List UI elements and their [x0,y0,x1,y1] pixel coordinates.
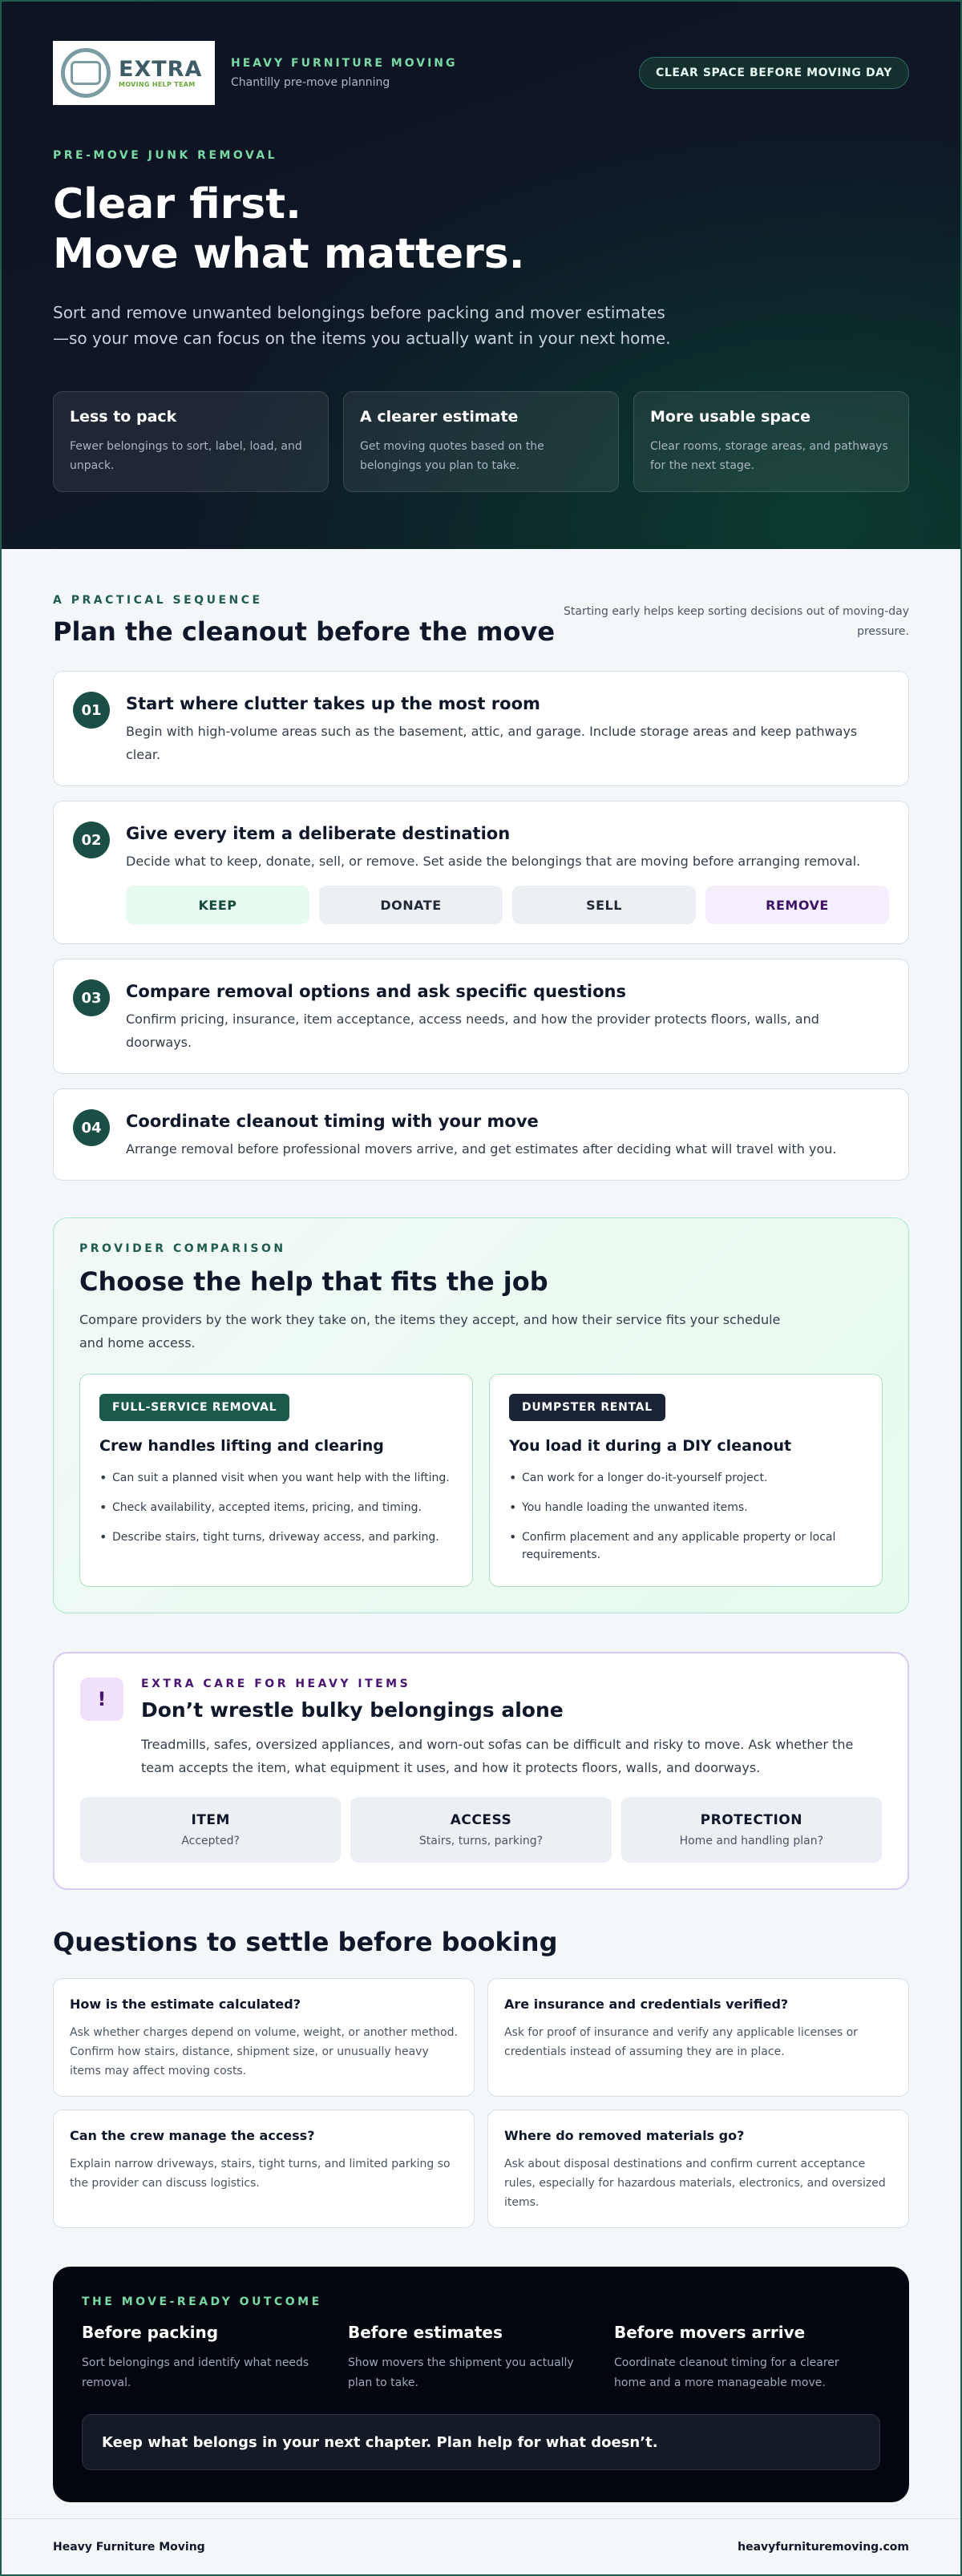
brand [231,57,458,89]
question-card [53,2110,475,2228]
outcome-column [348,2323,614,2393]
sequence-kicker: A PRACTICAL SEQUENCE [53,594,263,607]
footer-brand: Heavy Furniture Moving [53,2540,205,2554]
list-item: • Check availability, accepted items, pricing, and timing. [99,1499,453,1516]
hero-eyebrow: PRE-MOVE JUNK REMOVAL [53,149,278,162]
care-kicker: EXTRA CARE FOR HEAVY ITEMS [141,1678,411,1690]
list-item: • Can suit a planned visit when you want help with the lifting. [99,1469,453,1487]
top-bar [53,40,909,106]
keep-pill[interactable]: KEEP [126,886,309,924]
hero-description: Sort and remove unwanted belongings before packing and mover estimates—so your move can focus on the items you actually want in your next home. [53,303,671,348]
benefit-card-title: More usable space [650,408,810,426]
step-title: Coordinate cleanout timing with your move [126,1112,539,1131]
question-heading: Are insurance and credentials verified? [504,1997,789,2012]
benefit-card [343,391,619,492]
outcome-banner: Keep what belongs in your next chapter. Plan help for what doesn’t. [82,2414,880,2470]
question-answer: Ask whether charges depend on volume, weight, or another method. Confirm how stairs, distance, shipment size, or unusually heavy items may affect moving costs. [70,2026,458,2077]
care-description: Treadmills, safes, oversized appliances, and worn-out sofas can be difficult and risky to move. Ask whether the team accepts the item, what equipment it uses, and how it protects floors, walls, and doorways. [141,1737,854,1775]
care-box-title: ITEM [191,1812,230,1828]
hero-title [53,180,909,279]
provider-comparison [53,1217,909,1613]
logo-wordmark: EXTRA [119,56,203,82]
question-heading: How is the estimate calculated? [70,1997,301,2012]
outcome-column-text: Show movers the shipment you actually plan to take. [348,2356,574,2389]
provider-card [489,1374,883,1587]
care-title: Don’t wrestle bulky belongings alone [141,1698,564,1722]
provider-cards [79,1374,883,1587]
clear-space-cta-button[interactable]: CLEAR SPACE BEFORE MOVING DAY [639,57,909,89]
benefit-card [53,391,329,492]
footer [2,2518,960,2574]
step-number: 02 [73,822,110,858]
list-item: • You handle loading the unwanted items. [509,1499,863,1516]
list-item: • Can work for a longer do-it-yourself project. [509,1469,863,1487]
outcome-column-text: Sort belongings and identify what needs removal. [82,2356,309,2389]
destination-pills [126,886,889,924]
question-heading: Can the crew manage the access? [70,2128,315,2143]
benefit-card-text: Get moving quotes based on the belongings you plan to take. [360,440,544,472]
step-text: Begin with high-volume areas such as the basement, attic, and garage. Include storage areas and keep pathways clear. [126,724,858,762]
care-box-subtitle: Home and handling plan? [679,1835,824,1847]
question-answer: Ask about disposal destinations and confirm current acceptance rules, especially for hazardous materials, electronics, and oversized items. [504,2158,886,2209]
step-number: 03 [73,979,110,1016]
provider-card-title: Crew handles lifting and clearing [99,1437,384,1455]
benefit-card-text: Clear rooms, storage areas, and pathways for the next stage. [650,440,888,472]
outcome-column-title: Before estimates [348,2323,503,2342]
sequence-note: Starting early helps keep sorting decisions out of moving-day pressure. [564,605,909,638]
questions-title: Questions to settle before booking [53,1927,558,1957]
brand-name: HEAVY FURNITURE MOVING [231,57,458,70]
outcome-columns [82,2323,880,2393]
provider-card [79,1374,473,1587]
hero-title-line-2: Move what matters. [53,230,525,278]
provider-kicker: PROVIDER COMPARISON [79,1242,286,1255]
question-card [487,1978,909,2097]
step-number: 01 [73,692,110,729]
full-service-tag: FULL-SERVICE REMOVAL [99,1394,289,1421]
care-box-protection [621,1797,882,1863]
question-answer: Explain narrow driveways, stairs, tight turns, and limited parking so the provider can discuss logistics. [70,2158,451,2190]
care-box-access [350,1797,611,1863]
logo-tagline: MOVING HELP TEAM [119,80,196,88]
logo-badge-icon [61,48,111,98]
step-text: Decide what to keep, donate, sell, or remove. Set aside the belongings that are moving before arranging removal. [126,854,861,869]
list-item: • Confirm placement and any applicable property or local requirements. [509,1528,863,1564]
donate-pill[interactable]: DONATE [319,886,503,924]
hero-title-line-1: Clear first. [53,180,301,228]
move-ready-outcome [53,2267,909,2502]
remove-pill[interactable]: REMOVE [705,886,889,924]
outcome-column [82,2323,348,2393]
step-number: 04 [73,1109,110,1146]
step-title: Compare removal options and ask specific questions [126,982,626,1001]
outcome-column-text: Coordinate cleanout timing for a clearer home and a more manageable move. [614,2356,839,2389]
provider-card-list [99,1469,453,1546]
step-card [53,1088,909,1181]
footer-website-link[interactable]: heavyfurnituremoving.com [738,2540,909,2554]
provider-description: Compare providers by the work they take on, the items they accept, and how their service fits your schedule and home access. [79,1312,781,1351]
step-title: Give every item a deliberate destination [126,824,511,843]
outcome-column-title: Before packing [82,2323,219,2342]
question-card [53,1978,475,2097]
provider-card-title: You load it during a DIY cleanout [509,1437,792,1455]
outcome-column [614,2323,880,2393]
heavy-items-care [53,1652,909,1890]
list-item: • Describe stairs, tight turns, driveway access, and parking. [99,1528,453,1546]
care-checklist [80,1797,882,1863]
outcome-column-title: Before movers arrive [614,2323,806,2342]
hero-section [2,2,960,549]
brand-subtitle: Chantilly pre-move planning [231,76,390,89]
care-box-item [80,1797,341,1863]
step-card [53,801,909,944]
logo[interactable] [53,41,215,105]
question-card [487,2110,909,2228]
exclamation-icon: ! [80,1678,123,1721]
dumpster-rental-tag: DUMPSTER RENTAL [509,1394,665,1421]
step-card [53,671,909,786]
step-card [53,959,909,1074]
benefit-card-text: Fewer belongings to sort, label, load, and unpack. [70,440,302,472]
step-text: Confirm pricing, insurance, item acceptance, access needs, and how the provider protects floors, walls, and doorways. [126,1011,819,1050]
sell-pill[interactable]: SELL [512,886,696,924]
question-heading: Where do removed materials go? [504,2128,745,2143]
provider-card-list [509,1469,863,1564]
care-box-title: ACCESS [450,1812,512,1828]
questions-grid [53,1978,909,2228]
care-box-subtitle: Accepted? [181,1835,240,1847]
care-box-title: PROTECTION [700,1812,802,1828]
sequence-header [53,594,909,647]
benefit-card-title: A clearer estimate [360,408,519,426]
care-box-subtitle: Stairs, turns, parking? [418,1835,544,1847]
benefit-card [633,391,909,492]
provider-title: Choose the help that fits the job [79,1266,548,1297]
benefit-card-title: Less to pack [70,408,177,426]
step-text: Arrange removal before professional movers arrive, and get estimates after deciding what will travel with you. [126,1141,837,1157]
sequence-section [2,594,960,2502]
step-title: Start where clutter takes up the most room [126,694,540,713]
sequence-title: Plan the cleanout before the move [53,616,556,647]
hero-benefit-cards [53,391,909,492]
outcome-kicker: THE MOVE-READY OUTCOME [82,2295,322,2308]
question-answer: Ask for proof of insurance and verify any applicable licenses or credentials instead of assuming they are in place. [504,2026,858,2058]
